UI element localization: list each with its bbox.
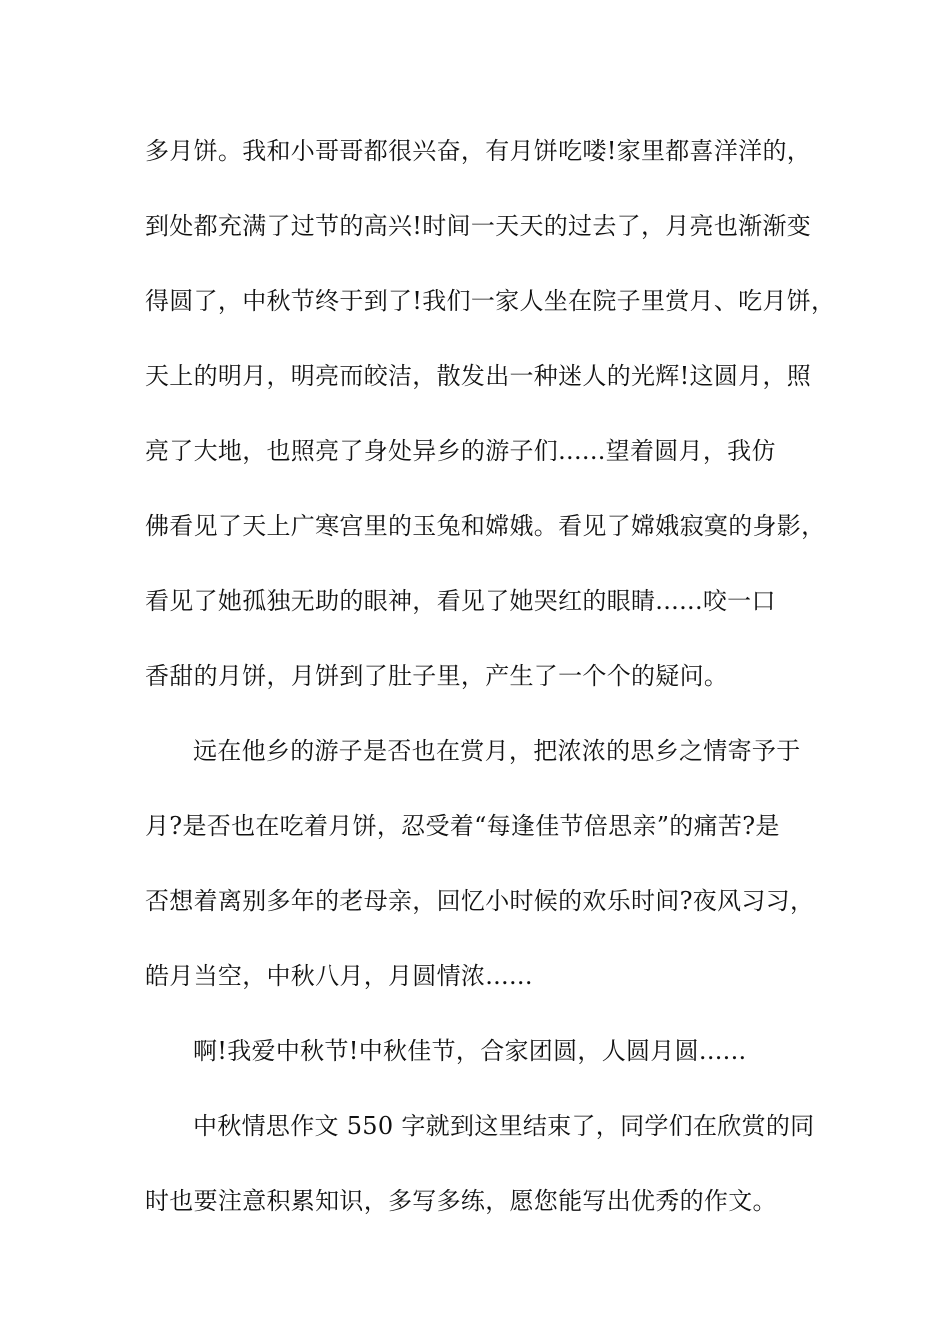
text-line: 多月饼。我和小哥哥都很兴奋，有月饼吃喽!家里都喜洋洋的， [145,137,812,165]
text-line: 时也要注意积累知识，多写多练，愿您能写出优秀的作文。 [145,1187,777,1215]
paragraph-first-line: 中秋情思作文 550 字就到这里结束了，同学们在欣赏的同 [193,1112,815,1140]
text-line: 到处都充满了过节的高兴!时间一天天的过去了，月亮也渐渐变 [145,212,812,240]
text-line: 亮了大地，也照亮了身处异乡的游子们......望着圆月，我仿 [145,437,776,465]
text-line: 香甜的月饼，月饼到了肚子里，产生了一个个的疑问。 [145,662,729,690]
text-line: 月?是否也在吃着月饼，忍受着“每逢佳节倍思亲”的痛苦?是 [145,812,780,840]
text-line: 皓月当空，中秋八月，月圆情浓...... [145,962,533,990]
text-line: 佛看见了天上广寒宫里的玉兔和嫦娥。看见了嫦娥寂寞的身影， [145,512,826,540]
paragraph-first-line: 啊!我爱中秋节!中秋佳节，合家团圆，人圆月圆...... [193,1037,747,1065]
paragraph-first-line: 远在他乡的游子是否也在赏月，把浓浓的思乡之情寄予于 [193,737,801,765]
text-line: 得圆了，中秋节终于到了!我们一家人坐在院子里赏月、吃月饼， [145,287,836,315]
text-line: 看见了她孤独无助的眼神，看见了她哭红的眼睛......咬一口 [145,587,776,615]
text-line: 否想着离别多年的老母亲，回忆小时候的欢乐时间?夜风习习， [145,887,815,915]
text-line: 天上的明月，明亮而皎洁，散发出一种迷人的光辉!这圆月，照 [145,362,812,390]
